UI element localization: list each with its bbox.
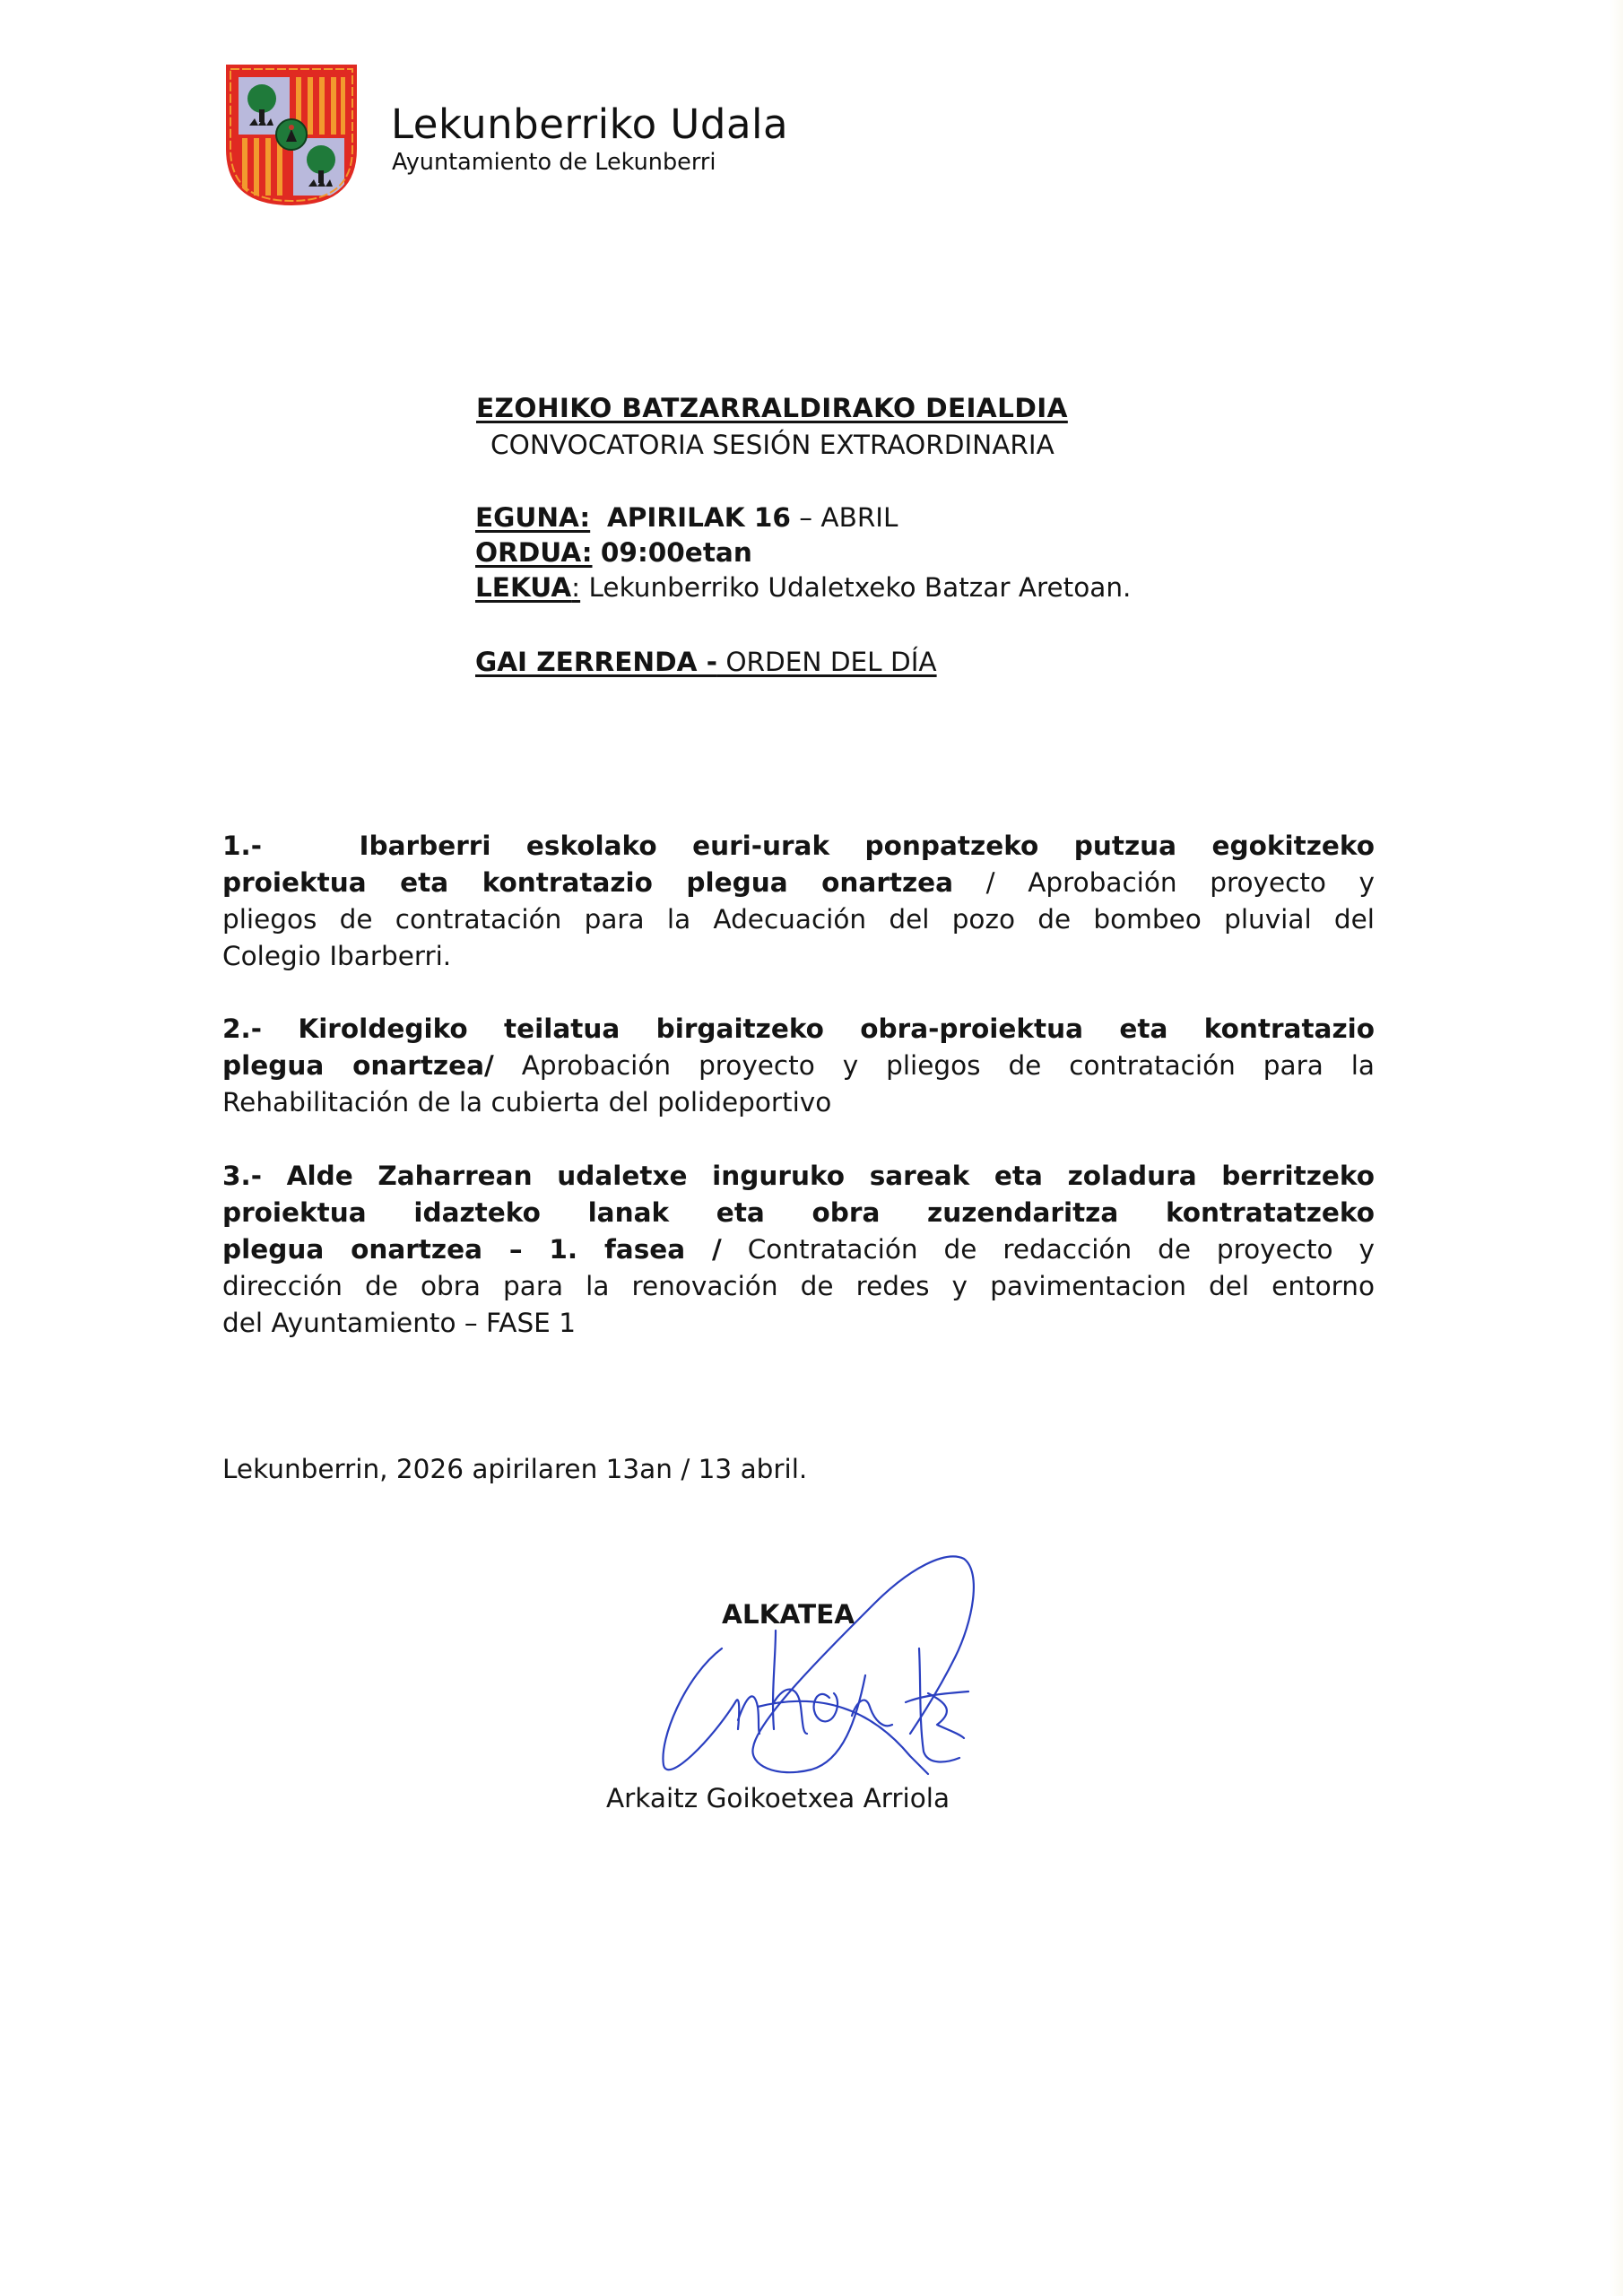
agenda-label-spanish: ORDEN DEL DÍA bbox=[716, 647, 937, 677]
place-colon: : bbox=[571, 572, 581, 603]
item-text: Colegio Ibarberri. bbox=[222, 941, 452, 971]
item-text: del Ayuntamiento – FASE 1 bbox=[222, 1308, 576, 1338]
place-value: Lekunberriko Udaletxeko Batzar Aretoan. bbox=[588, 572, 1132, 603]
meeting-day bbox=[475, 501, 898, 534]
document-title-spanish: CONVOCATORIA SESIÓN EXTRAORDINARIA bbox=[490, 430, 1055, 460]
place-label: LEKUA bbox=[475, 572, 572, 603]
item-line bbox=[222, 1013, 1375, 1048]
item-text: Contratación de redacción de proyecto y bbox=[721, 1234, 1375, 1265]
handwritten-signature bbox=[650, 1550, 1036, 1783]
item-line bbox=[222, 1270, 1375, 1306]
item-text-bold: 3.- Alde Zaharrean udaletxe inguruko sareak eta zoladura berritzeko bbox=[222, 1161, 1375, 1191]
item-text: pliegos de contratación para la Adecuación del pozo de bombeo pluvial del bbox=[222, 904, 1375, 935]
day-value-spanish: – ABRIL bbox=[790, 502, 898, 533]
item-text-bold: plegua onartzea – 1. fasea / bbox=[222, 1234, 722, 1265]
item-line bbox=[222, 1196, 1375, 1232]
item-line bbox=[222, 903, 1375, 939]
item-text: Rehabilitación de la cubierta del polideportivo bbox=[222, 1087, 832, 1118]
item-line bbox=[222, 1307, 1375, 1343]
scan-edge-shadow bbox=[1610, 0, 1623, 2296]
item-text-bold: 2.- Kiroldegiko teilatua birgaitzeko obra-proiektua eta kontratazio bbox=[222, 1013, 1375, 1044]
item-text-bold: Ibarberri eskolako euri-urak ponpatzeko putzua egokitzeko bbox=[359, 831, 1375, 861]
agenda-heading bbox=[475, 646, 937, 678]
item-text: / Aprobación proyecto y bbox=[953, 867, 1375, 898]
item-line bbox=[222, 1086, 1375, 1122]
item-text-bold: plegua onartzea/ bbox=[222, 1050, 494, 1081]
document-title-basque: EZOHIKO BATZARRALDIRAKO DEIALDIA bbox=[476, 393, 1068, 423]
signer-role: ALKATEA bbox=[722, 1599, 855, 1630]
item-line bbox=[222, 1049, 1375, 1085]
place-and-date: Lekunberrin, 2026 apirilaren 13an / 13 abril. bbox=[222, 1454, 808, 1484]
item-text: Aprobación proyecto y pliegos de contratación para la bbox=[493, 1050, 1375, 1081]
signer-name: Arkaitz Goikoetxea Arriola bbox=[606, 1783, 950, 1813]
organization-subtitle: Ayuntamiento de Lekunberri bbox=[392, 149, 716, 176]
item-line bbox=[222, 1160, 1375, 1196]
item-line bbox=[222, 940, 1375, 976]
time-label: ORDUA: bbox=[475, 537, 593, 568]
meeting-place bbox=[475, 571, 1131, 604]
day-label: EGUNA: bbox=[475, 502, 591, 533]
agenda-label-basque: GAI ZERRENDA - bbox=[475, 647, 717, 677]
item-text-bold: proiektua idazteko lanak eta obra zuzendaritza kontratatzeko bbox=[222, 1197, 1375, 1228]
time-value: 09:00etan bbox=[600, 537, 752, 568]
item-text-bold: proiektua eta kontratazio plegua onartzea bbox=[222, 867, 954, 898]
day-value: APIRILAK 16 bbox=[606, 502, 791, 533]
item-number: 1.- bbox=[222, 831, 262, 861]
item-line bbox=[222, 830, 1375, 865]
coat-of-arms-logo bbox=[224, 63, 359, 206]
organization-name: Lekunberriko Udala bbox=[391, 100, 789, 148]
item-text: dirección de obra para la renovación de redes y pavimentacion del entorno bbox=[222, 1271, 1375, 1301]
item-line bbox=[222, 1233, 1375, 1269]
item-line bbox=[222, 866, 1375, 902]
meeting-time bbox=[475, 536, 752, 569]
